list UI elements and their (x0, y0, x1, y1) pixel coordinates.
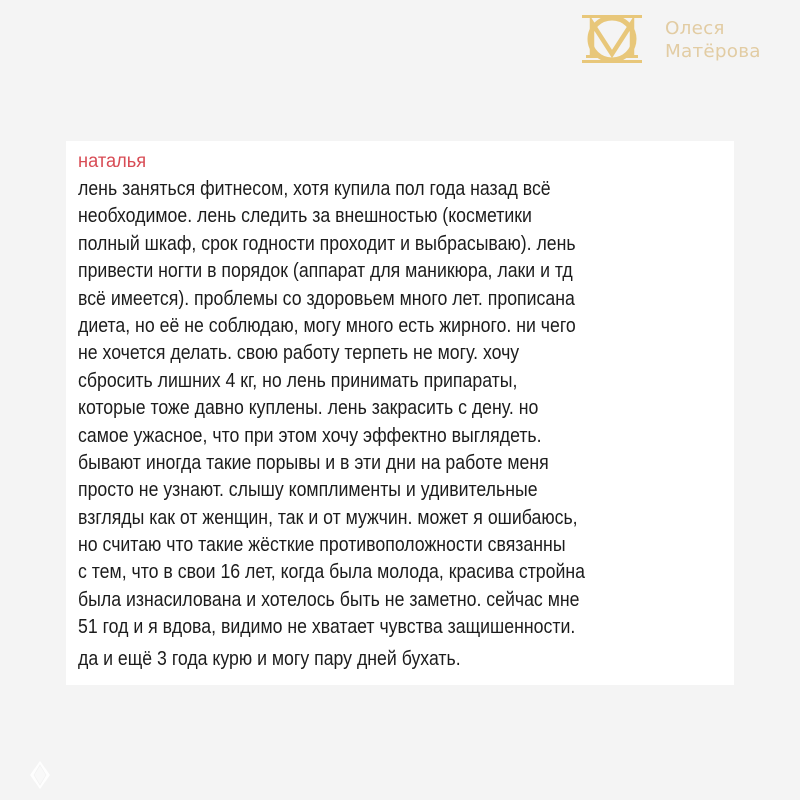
brand-name-first: Олеся (665, 18, 725, 39)
message-line: с тем, что в свои 16 лет, когда была молода, красива стройна (78, 561, 585, 584)
message-line: не хочется делать. свою работу терпеть не могу. хочу (78, 342, 520, 365)
message-line: необходимое. лень следить за внешностью (косметики (78, 205, 532, 228)
message-line: 51 год и я вдова, видимо не хватает чувства защишенности. (78, 616, 576, 639)
brand-name (665, 17, 759, 63)
message-line: была изнасилована и хотелось быть не заметно. сейчас мне (78, 588, 580, 611)
message-line: лень заняться фитнесом, хотя купила пол года назад всё (78, 178, 551, 200)
message-line: всё имеется). проблемы со здоровьем много лет. прописана (78, 287, 575, 310)
message-line: просто не узнают. слышу комплименты и удивительные (78, 479, 538, 502)
message-card (66, 141, 734, 685)
monogram-om-icon (578, 14, 646, 64)
message-line: бывают иногда такие порывы и в эти дни на работе меня (78, 451, 549, 474)
message-line: полный шкаф, срок годности проходит и выбрасываю). лень (78, 232, 576, 255)
message-line: но считаю что такие жёсткие противоположности связанны (78, 534, 566, 557)
diamond-icon (28, 760, 52, 790)
brand-logo (576, 12, 791, 66)
brand-name-last: Матёрова (665, 41, 761, 62)
message-line: сбросить лишних 4 кг, но лень принимать припараты, (78, 369, 518, 392)
message-body (78, 176, 728, 642)
message-line: привести ногти в порядок (аппарат для маникюра, лаки и тд (78, 260, 573, 283)
message-line: взгляды как от женщин, так и от мужчин. может я ошибаюсь, (78, 506, 578, 529)
message-line: диета, но её не соблюдаю, могу много есть жирного. ни чего (78, 314, 576, 337)
message-line: самое ужасное, что при этом хочу эффектно выглядеть. (78, 424, 542, 447)
message-postscript: да и ещё 3 года курю и могу пару дней бухать. (78, 648, 461, 670)
author-name: наталья (78, 151, 147, 172)
message-line: которые тоже давно куплены. лень закрасить с дену. но (78, 397, 539, 420)
